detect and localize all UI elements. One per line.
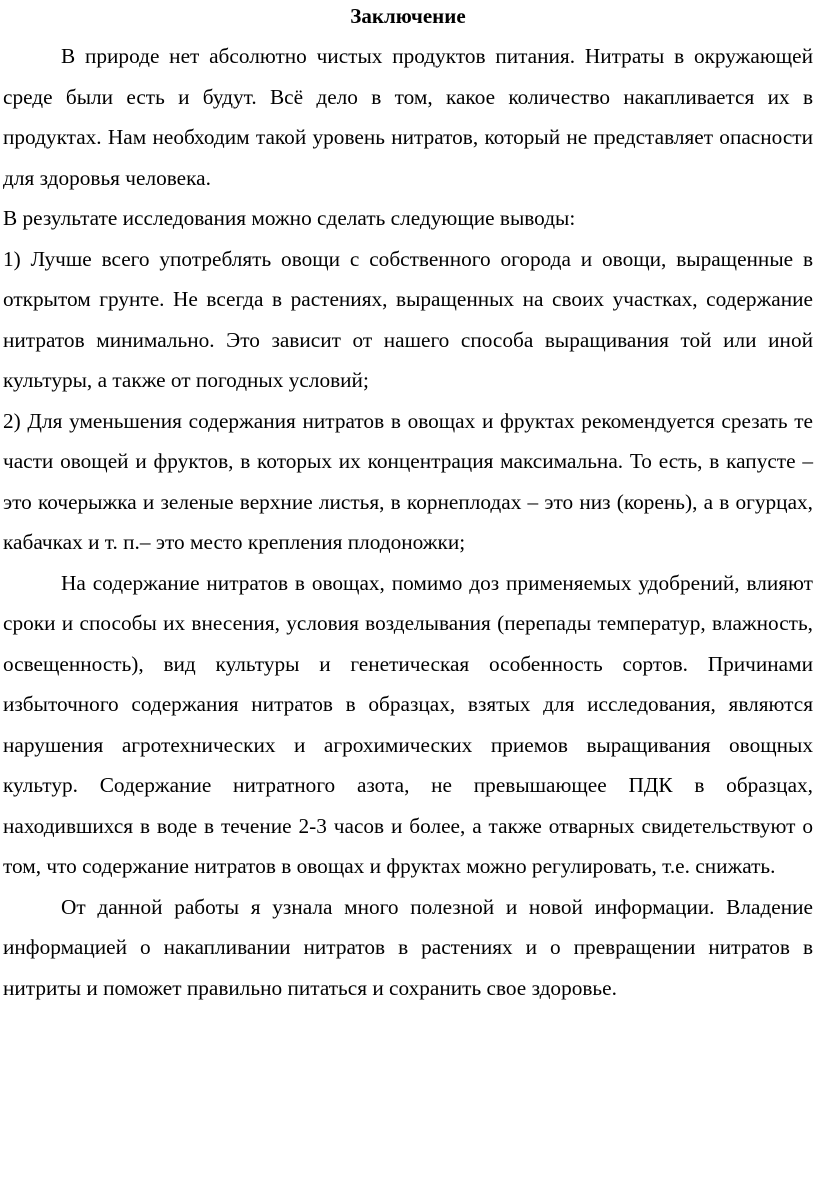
paragraph-factors: На содержание нитратов в овощах, помимо доз применяемых удобрений, влияют сроки и способы их внесения, условия возделывания (перепады температур, влажность, освещенность), вид культуры и генетическая особенность сортов. Причинами избыточного содержания нитратов в образцах, взятых для исследования, являются нарушения агротехнических и агрохимических приемов выращивания овощных культур. Содержание нитратного азота, не превышающее ПДК в образцах, находившихся в воде в течение 2-3 часов и более, а также отварных свидетельствуют о том, что содержание нитратов в овощах и фруктах можно регулировать, т.е. снижать.: [3, 570, 813, 878]
paragraph-conclusions-lead: В результате исследования можно сделать следующие выводы:: [3, 206, 576, 230]
paragraph-closing: От данной работы я узнала много полезной и новой информации. Владение информацией о накапливании нитратов в растениях и о превращении нитратов в нитриты и поможет правильно питаться и сохранить свое здоровье.: [3, 894, 813, 1000]
paragraph-conclusion-1: 1) Лучше всего употреблять овощи с собственного огорода и овощи, выращенные в открытом грунте. Не всегда в растениях, выращенных на своих участках, содержание нитратов минимально. Это зависит от нашего способа выращивания той или иной культуры, а также от погодных условий;: [3, 246, 813, 392]
paragraph-conclusion-2: 2) Для уменьшения содержания нитратов в овощах и фруктах рекомендуется срезать те части овощей и фруктов, в которых их концентрация максимальна. То есть, в капусте – это кочерыжка и зеленые верхние листья, в корнеплодах – это низ (корень), а в огурцах, кабачках и т. п.– это место крепления плодоножки;: [3, 408, 813, 554]
page-title: Заключение: [350, 4, 466, 28]
paragraph-intro: В природе нет абсолютно чистых продуктов питания. Нитраты в окружающей среде были есть и будут. Всё дело в том, какое количество накапливается их в продуктах. Нам необходим такой уровень нитратов, который не представляет опасности для здоровья человека.: [3, 44, 813, 190]
